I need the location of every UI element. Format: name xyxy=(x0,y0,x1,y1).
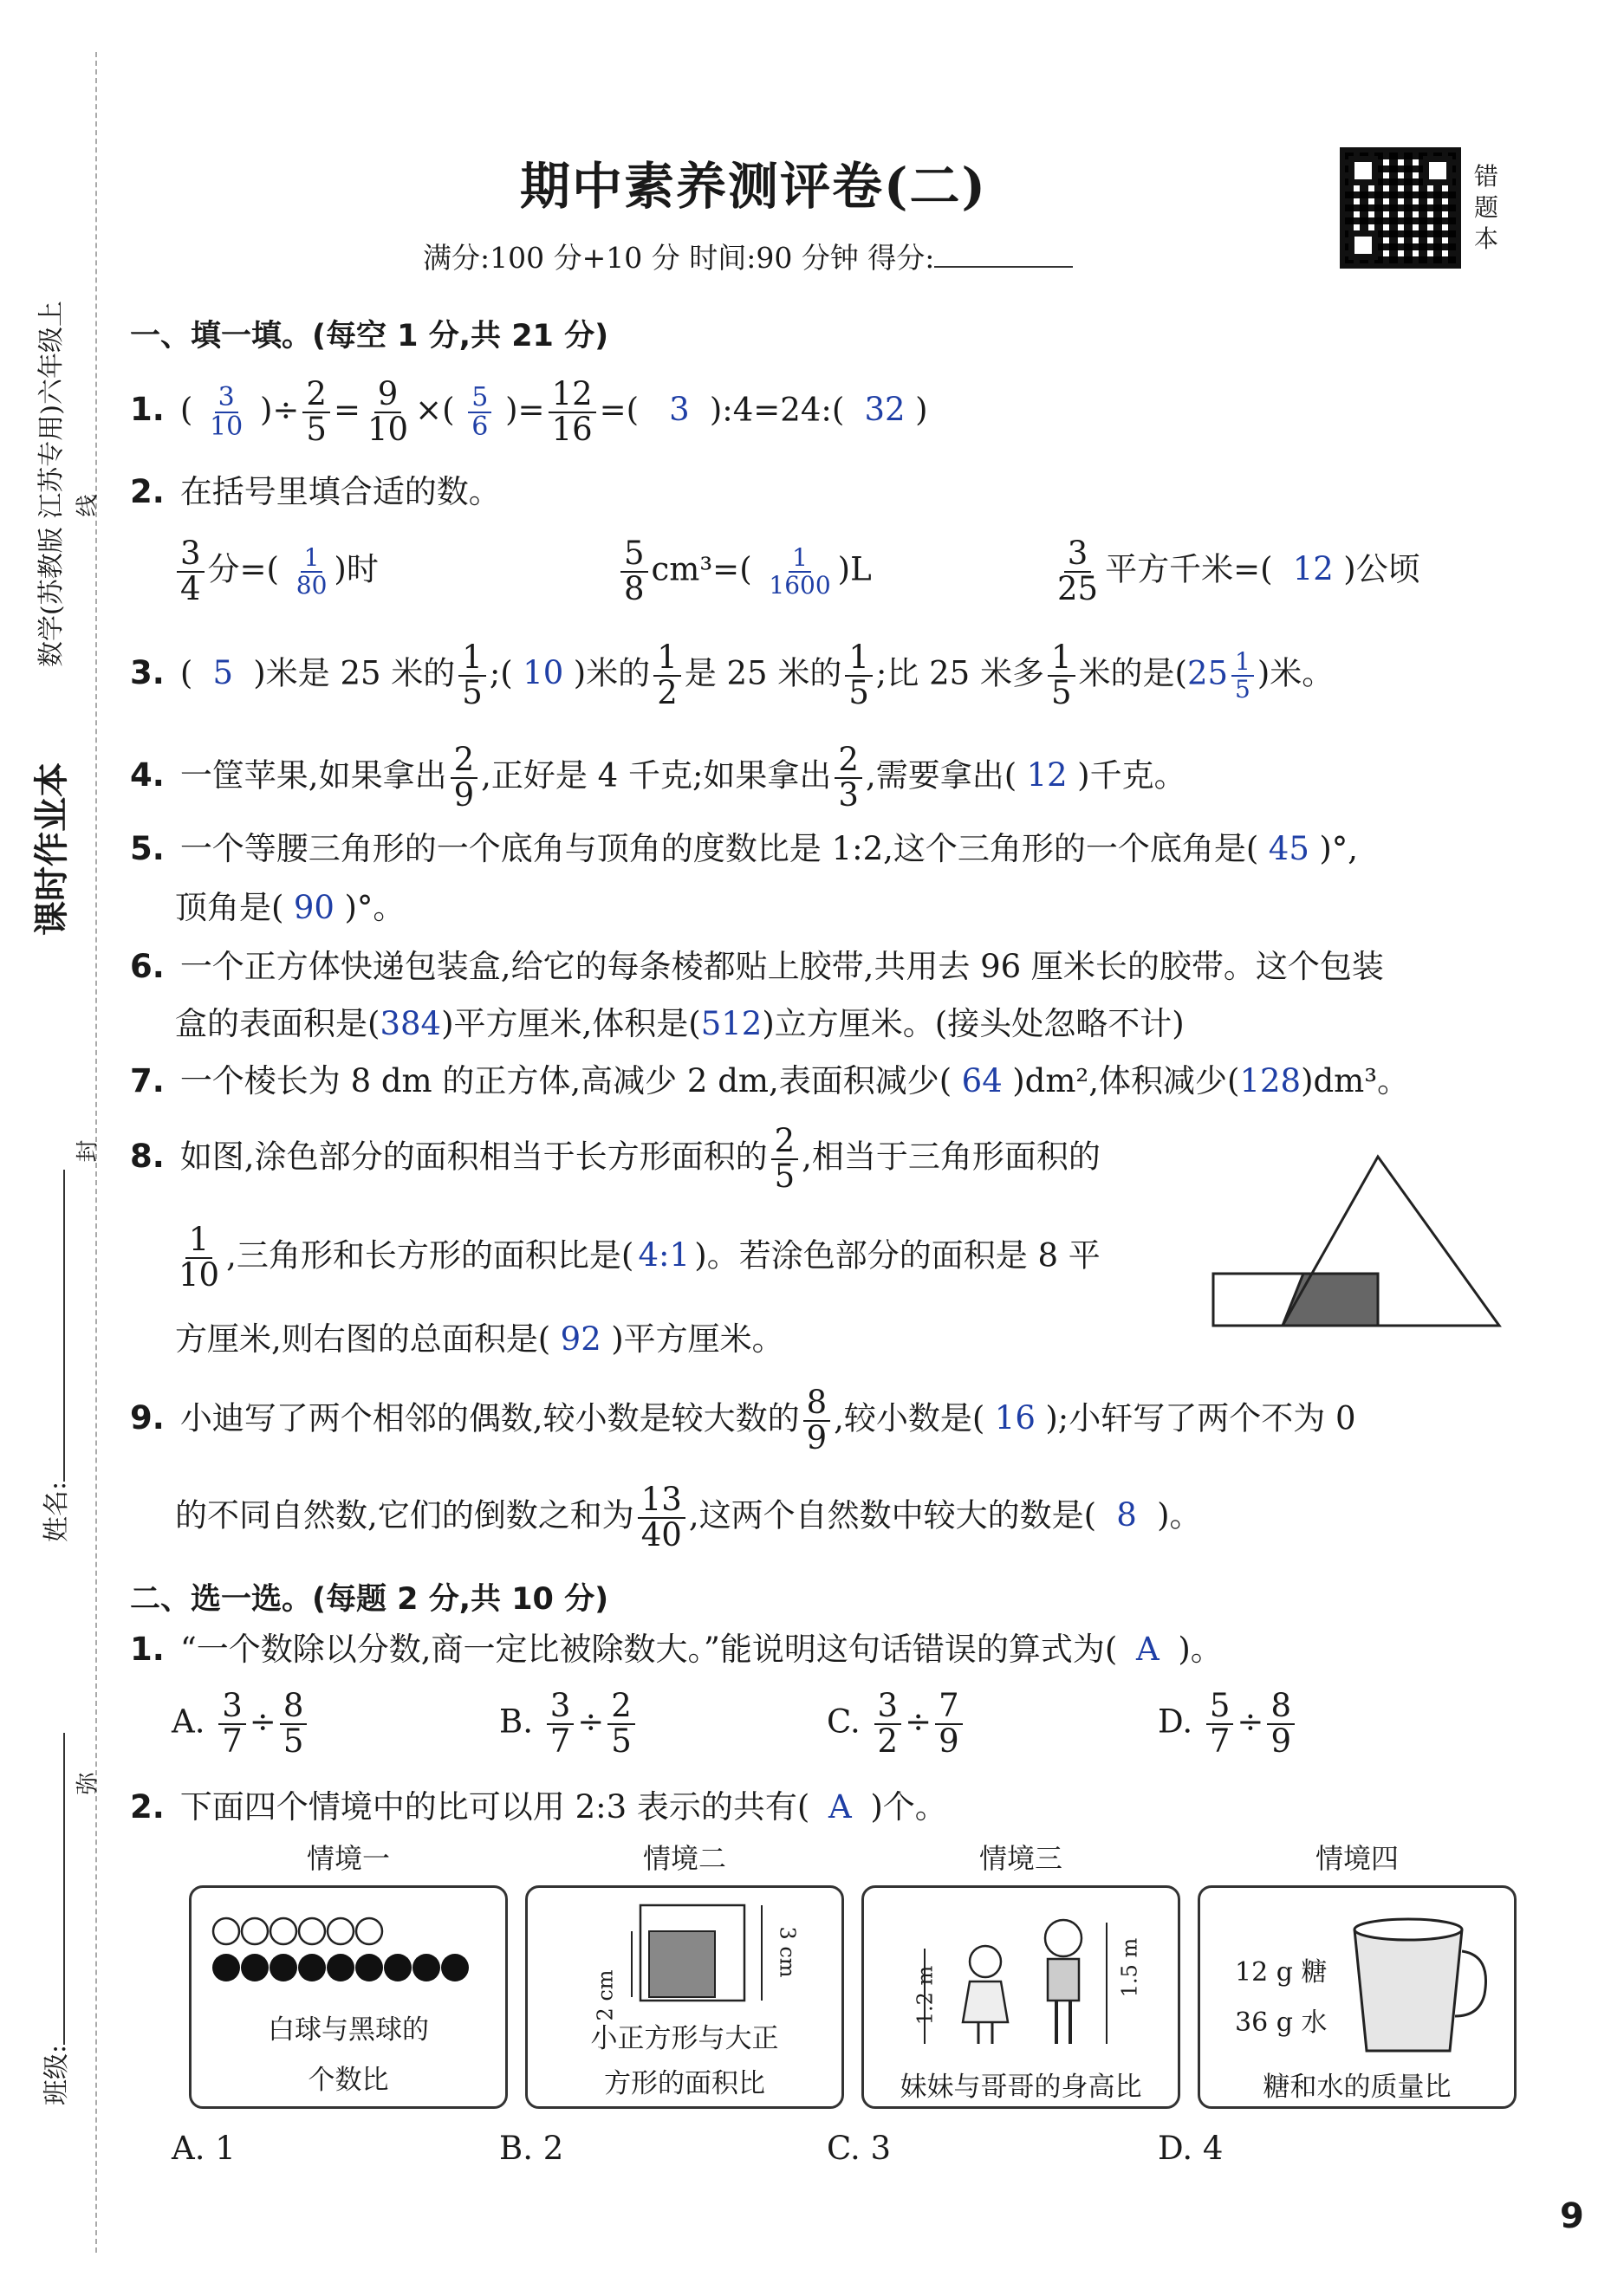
section-1-title: 一、填一填。(每空 1 分,共 21 分) xyxy=(130,319,609,353)
answer[interactable]: 45 xyxy=(1268,830,1309,867)
answer[interactable]: A xyxy=(828,1788,852,1826)
sugar-label: 12 g 糖 xyxy=(1235,1957,1328,1988)
answer[interactable]: 32 xyxy=(864,391,906,429)
triangle-rectangle-figure xyxy=(1205,1152,1508,1334)
scene-title: 情境三 xyxy=(978,1842,1062,1875)
option-d[interactable]: D. 4 xyxy=(1158,2130,1224,2167)
scene-text: 妹妹与哥哥的身高比 xyxy=(900,2072,1142,2103)
sidebar-seal-label: 封 xyxy=(75,1139,101,1163)
answer[interactable]: 90 xyxy=(293,889,335,926)
question-1-9-cont: 的不同自然数,它们的倒数之和为 $\frac{13}{40}$ ,这两个自然数中较大的数是( 8 )。 xyxy=(175,1481,1202,1553)
small-square-label: 2 cm xyxy=(593,1969,618,2021)
children-illustration xyxy=(907,1897,1141,2053)
question-1-2-parts: $\frac{3}{25}$ 平方千米=( 12 )公顷 xyxy=(1057,535,1420,607)
scene-text: 白球与黑球的 xyxy=(268,2014,429,2046)
question-1-2-parts: $\frac{3}{4}$ 分=( $\frac{1}{80}$ )时 xyxy=(173,537,379,606)
scene-text: 个数比 xyxy=(308,2065,389,2096)
question-2-1: 1. “一个数除以分数,商一定比被除数大。”能说明这句话错误的算式为( A )。 xyxy=(130,1631,1223,1668)
water-label: 36 g 水 xyxy=(1235,2007,1328,2038)
page-title: 期中素养测评卷(二) xyxy=(520,157,987,216)
answer[interactable]: 8 xyxy=(1116,1496,1137,1534)
question-1-7: 7. 一个棱长为 8 dm 的正方体,高减少 2 dm,表面积减少( 64 )dm²,体积减少(128)dm³。 xyxy=(130,1062,1410,1099)
option-c[interactable]: C. $\frac{3}{2}$ ÷ $\frac{7}{9}$ xyxy=(827,1690,966,1759)
question-1-1: 1. ( $\frac{3}{10}$ )÷ $\frac{2}{5}$ = $\frac{9}{10}$ ×( $\frac{5}{6}$ )= $\frac{12}{16}$ =( 3 ):4=24:( 32 ) xyxy=(130,375,928,448)
option-c[interactable]: C. 3 xyxy=(827,2130,892,2167)
question-1-4: 4. 一筐苹果,如果拿出 $\frac{2}{9}$ ,正好是 4 千克;如果拿出 $\frac{2}{3}$ ,需要拿出( 12 )千克。 xyxy=(130,741,1186,814)
answer[interactable]: 3 xyxy=(669,391,690,429)
option-a[interactable]: A. $\frac{3}{7}$ ÷ $\frac{8}{5}$ xyxy=(172,1690,310,1759)
question-1-2-parts: $\frac{5}{8}$ cm³=( $\frac{1}{1600}$ )L xyxy=(617,537,872,606)
answer[interactable]: 16 xyxy=(994,1399,1036,1437)
option-d[interactable]: D. $\frac{5}{7}$ ÷ $\frac{8}{9}$ xyxy=(1158,1690,1298,1759)
sister-height-label: 1.2 m xyxy=(913,1965,938,2026)
question-1-2: 2. 在括号里填合适的数。 xyxy=(130,473,501,510)
page-number: 9 xyxy=(1560,2196,1584,2236)
name-field[interactable]: 姓名: xyxy=(35,1170,73,1542)
question-1-9: 9. 小迪写了两个相邻的偶数,较小数是较大数的 $\frac{8}{9}$ ,较小数是( 16 );小轩写了两个不为 0 xyxy=(130,1384,1356,1456)
answer[interactable]: 92 xyxy=(560,1320,601,1358)
question-1-8-cont: $\frac{1}{10}$ ,三角形和长方形的面积比是( 4:1 )。若涂色部分的面积是 8 平 xyxy=(179,1221,1101,1294)
question-1-8: 8. 如图,涂色部分的面积相当于长方形面积的 $\frac{2}{5}$ ,相当于三角形面积的 xyxy=(130,1122,1101,1195)
option-b[interactable]: B. $\frac{3}{7}$ ÷ $\frac{2}{5}$ xyxy=(499,1690,639,1759)
scene-card-4 xyxy=(1198,1885,1517,2109)
big-square-label: 3 cm xyxy=(775,1926,800,1978)
answer[interactable]: 12 xyxy=(1292,550,1334,588)
scene-card-2 xyxy=(525,1885,844,2109)
answer[interactable]: 12 xyxy=(1026,756,1068,795)
scene-title: 情境四 xyxy=(1315,1842,1399,1875)
sidebar-line-label: 线 xyxy=(75,494,101,517)
answer[interactable]: 5 xyxy=(212,654,234,692)
option-b[interactable]: B. 2 xyxy=(499,2130,564,2167)
balls-illustration xyxy=(209,1914,495,1992)
qr-code-icon[interactable] xyxy=(1340,147,1461,269)
cup-icon xyxy=(1346,1912,1502,2059)
scene-text: 方形的面积比 xyxy=(604,2068,765,2099)
answer[interactable]: 128 xyxy=(1239,1062,1302,1099)
question-1-8-cont: 方厘米,则右图的总面积是( 92 )平方厘米。 xyxy=(175,1320,784,1358)
question-1-3: 3. ( 5 )米是 25 米的 $\frac{1}{5}$ ;( 10 )米的 $\frac{1}{2}$ 是 25 米的 $\frac{1}{5}$ ;比 25 米多 $\frac{1}{5}$ 米的是(25 $\frac{1}{5}$ )米。 xyxy=(130,639,1335,711)
answer[interactable]: 4:1 xyxy=(638,1236,691,1274)
sidebar-book-title: 课时作业本 xyxy=(32,762,72,936)
scene-text: 小正方形与大正 xyxy=(590,2023,779,2054)
answer[interactable]: 512 xyxy=(700,1005,763,1042)
question-1-6: 6. 一个正方体快递包装盒,给它的每条棱都贴上胶带,共用去 96 厘米长的胶带。这个包装 xyxy=(130,948,1384,985)
scene-title: 情境二 xyxy=(642,1842,726,1875)
class-field[interactable]: 班级: xyxy=(35,1733,73,2105)
answer[interactable]: 64 xyxy=(961,1062,1003,1099)
answer[interactable]: 384 xyxy=(380,1005,442,1042)
brother-height-label: 1.5 m xyxy=(1117,1937,1142,1998)
scene-title: 情境一 xyxy=(306,1842,390,1875)
question-1-6-cont: 盒的表面积是(384)平方厘米,体积是(512)立方厘米。(接头处忽略不计) xyxy=(175,1005,1185,1042)
sidebar-secret-label: 弥 xyxy=(75,1772,101,1795)
scene-card-1 xyxy=(189,1885,508,2109)
scene-text: 糖和水的质量比 xyxy=(1263,2072,1452,2103)
option-a[interactable]: A. 1 xyxy=(172,2130,236,2167)
answer[interactable]: A xyxy=(1135,1631,1160,1668)
scene-card-3 xyxy=(861,1885,1180,2109)
qr-caption: 错 题 本 xyxy=(1473,162,1498,253)
section-2-title: 二、选一选。(每题 2 分,共 10 分) xyxy=(130,1582,609,1617)
question-2-2: 2. 下面四个情境中的比可以用 2:3 表示的共有( A )个。 xyxy=(130,1788,947,1826)
question-1-5: 5. 一个等腰三角形的一个底角与顶角的度数比是 1:2,这个三角形的一个底角是( 45 )°, xyxy=(130,830,1359,867)
score-info: 满分:100 分+10 分 时间:90 分钟 得分: xyxy=(423,236,1073,276)
question-1-5-cont: 顶角是( 90 )°。 xyxy=(175,889,406,926)
sidebar-book-subtitle: 数学(苏教版 江苏专用)六年级上 xyxy=(36,301,67,667)
answer[interactable]: 10 xyxy=(523,654,564,692)
